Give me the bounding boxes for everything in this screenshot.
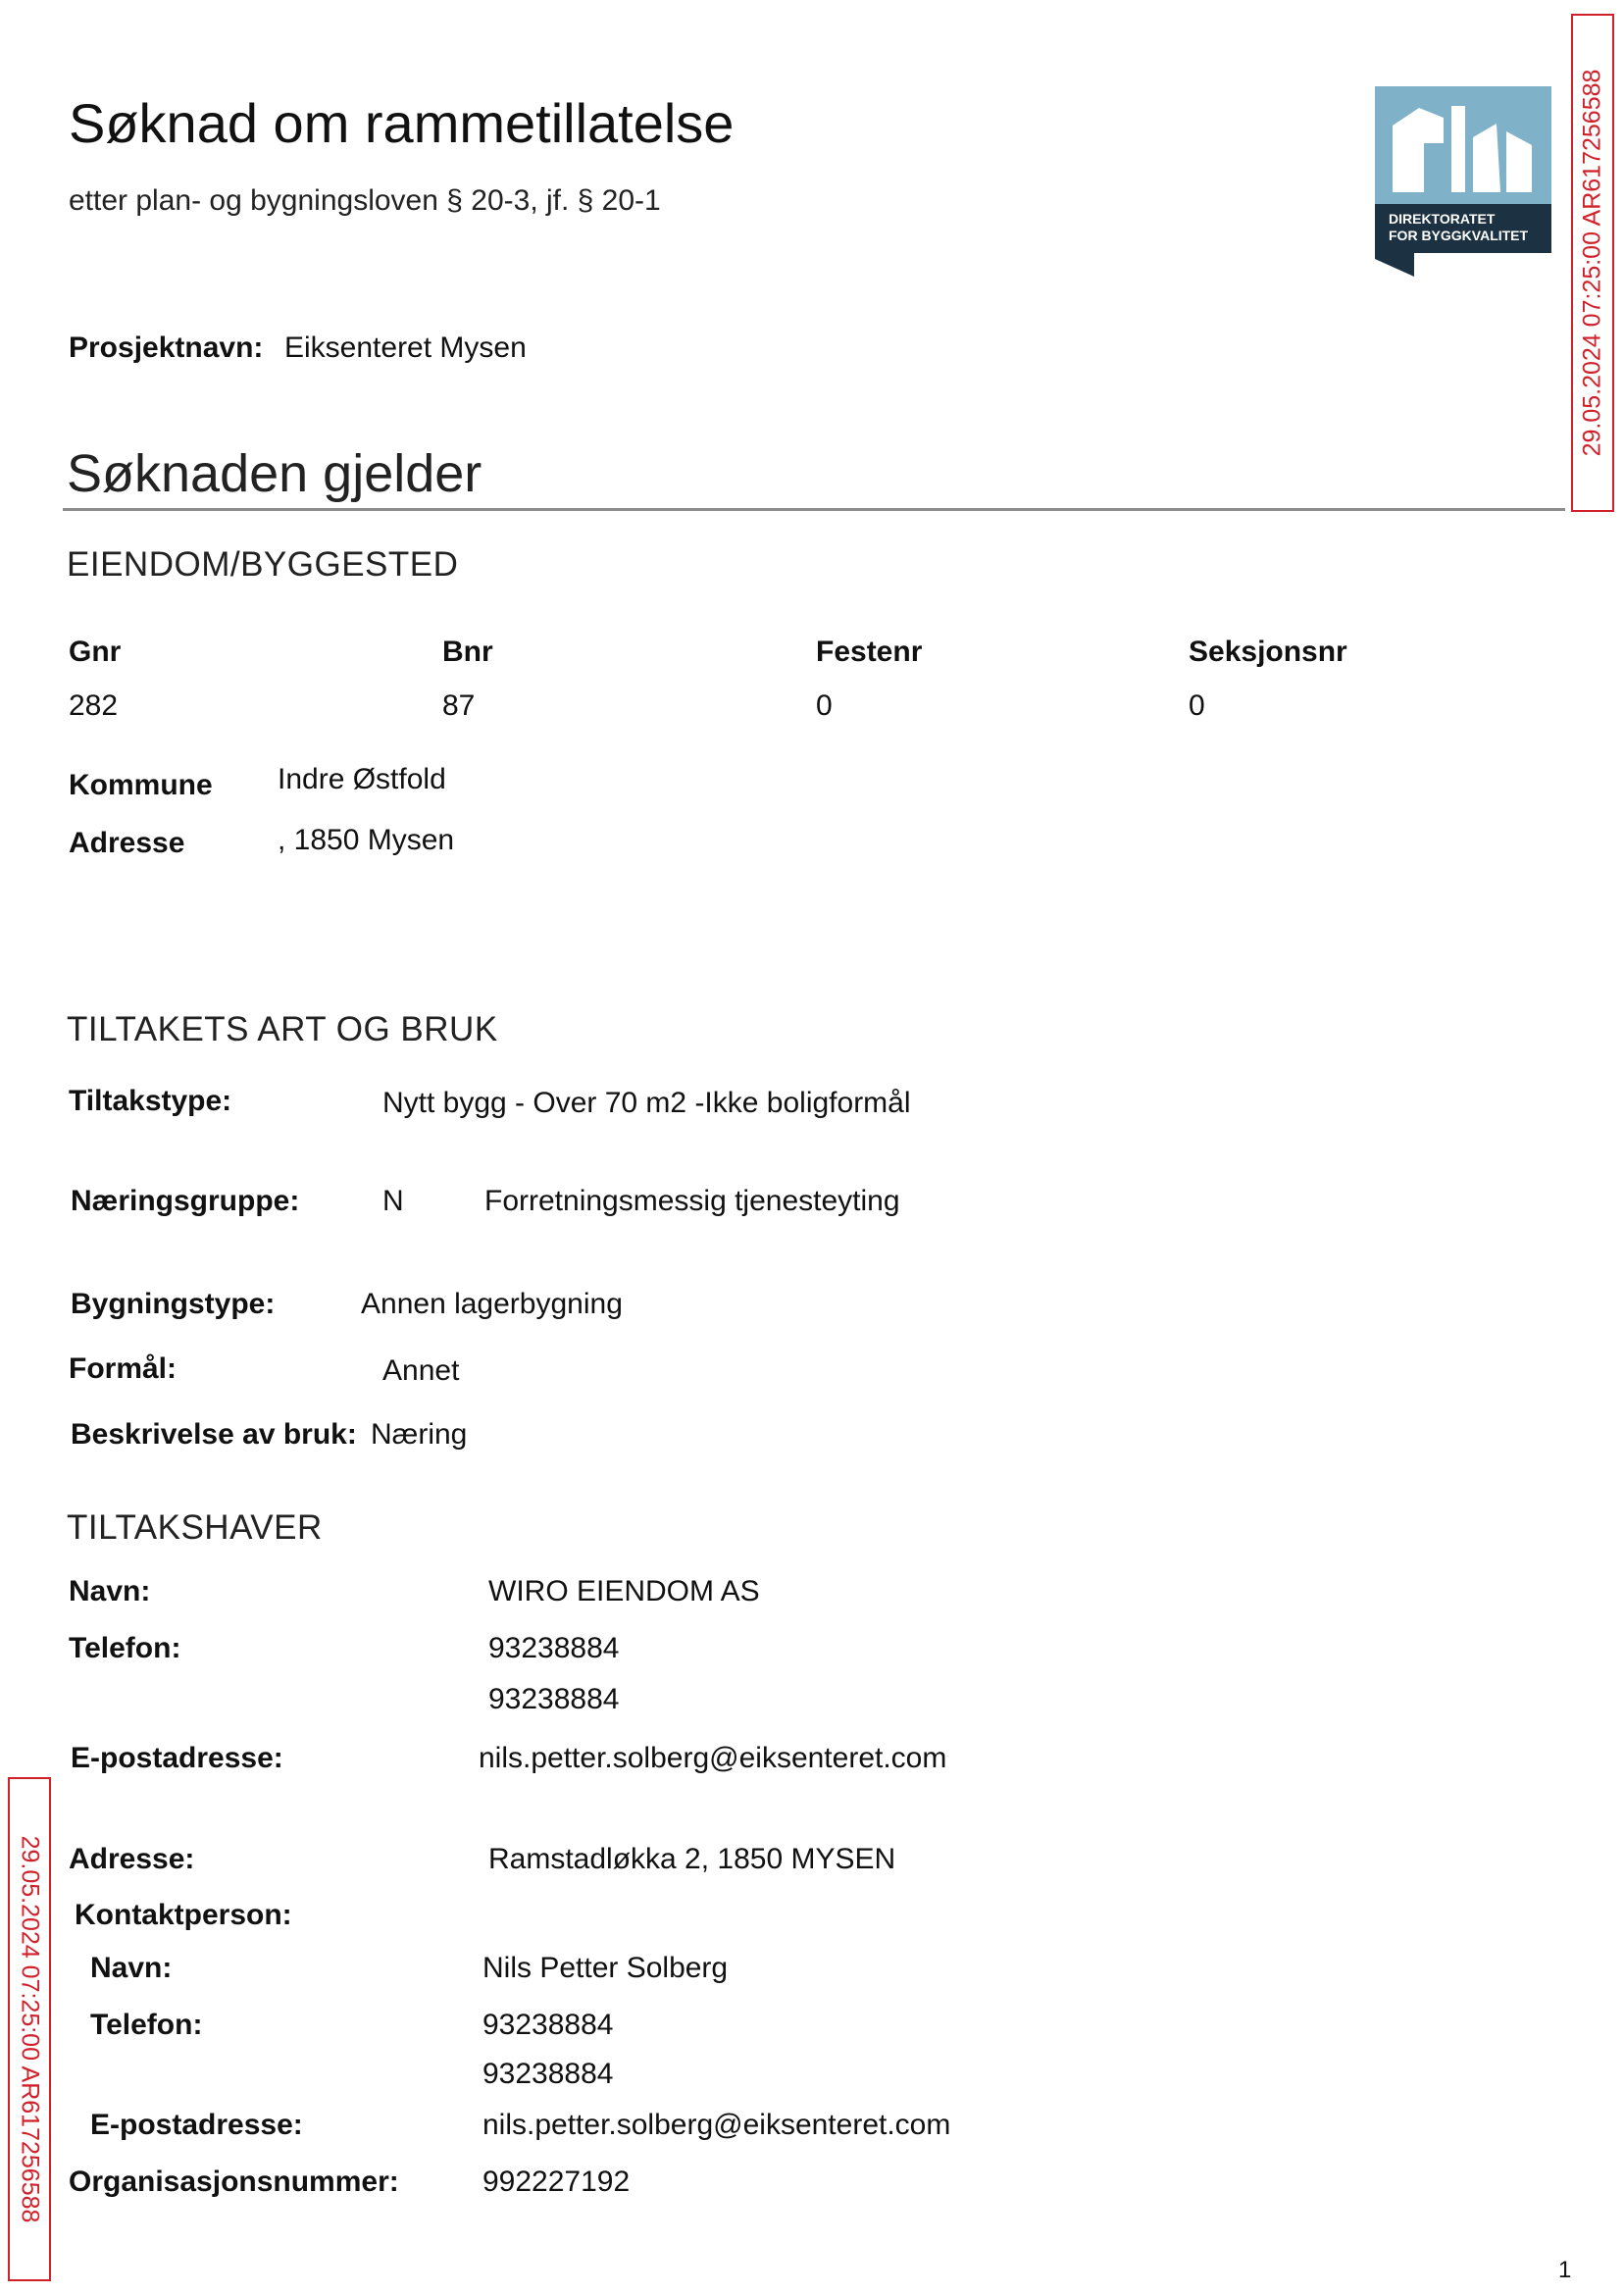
owner-address-value: Ramstadløkka 2, 1850 MYSEN (488, 1843, 896, 1875)
owner-heading: TILTAKSHAVER (67, 1508, 323, 1547)
contact-email-value: nils.petter.solberg@eiksenteret.com (482, 2109, 951, 2141)
adresse-label: Adresse (69, 827, 185, 859)
festenr-value: 0 (816, 689, 833, 722)
seksjonsnr-label: Seksjonsnr (1189, 636, 1347, 668)
kommune-value: Indre Østfold (278, 763, 446, 795)
owner-phone-2: 93238884 (488, 1683, 620, 1715)
contact-phone-2: 93238884 (482, 2058, 614, 2090)
beskrivelse-label: Beskrivelse av bruk: (71, 1418, 357, 1451)
bygningstype-label: Bygningstype: (71, 1288, 276, 1320)
owner-email-label: E-postadresse: (71, 1742, 283, 1774)
property-heading: EIENDOM/BYGGESTED (67, 545, 459, 584)
kommune-label: Kommune (69, 769, 213, 801)
contact-phone-1: 93238884 (482, 2009, 614, 2041)
building-logo-icon (1375, 86, 1553, 277)
contact-name-value: Nils Petter Solberg (482, 1952, 729, 1984)
page-subtitle: etter plan- og bygningsloven § 20-3, jf. § 20-1 (69, 184, 661, 217)
owner-phone-label: Telefon: (69, 1632, 181, 1664)
logo-line-1: DIREKTORATET (1389, 211, 1496, 227)
beskrivelse-value: Næring (371, 1418, 468, 1451)
formal-value: Annet (382, 1354, 460, 1387)
measure-heading: TILTAKETS ART OG BRUK (67, 1010, 498, 1048)
section-divider (63, 508, 1565, 511)
bygningstype-value: Annen lagerbygning (361, 1288, 623, 1320)
orgnr-label: Organisasjonsnummer: (69, 2166, 399, 2198)
formal-label: Formål: (69, 1352, 178, 1385)
gnr-label: Gnr (69, 636, 122, 668)
project-name-label: Prosjektnavn: (69, 331, 264, 364)
stamp-text: 29.05.2024 07:25:00 AR617256588 (16, 1835, 44, 2223)
section-applies-heading: Søknaden gjelder (67, 444, 482, 503)
festenr-label: Festenr (816, 636, 923, 668)
bnr-value: 87 (442, 689, 476, 722)
contact-email-label: E-postadresse: (90, 2109, 303, 2141)
adresse-value: , 1850 Mysen (278, 824, 455, 856)
contact-name-label: Navn: (90, 1952, 173, 1984)
received-stamp-left (8, 1777, 51, 2281)
tiltakstype-label: Tiltakstype: (69, 1085, 232, 1117)
owner-email-value: nils.petter.solberg@eiksenteret.com (479, 1742, 947, 1774)
owner-phone-1: 93238884 (488, 1632, 620, 1664)
gnr-value: 282 (69, 689, 119, 722)
project-name-value: Eiksenteret Mysen (284, 331, 527, 364)
owner-name-value: WIRO EIENDOM AS (488, 1575, 760, 1607)
logo-line-2: FOR BYGGKVALITET (1389, 228, 1529, 243)
seksjonsnr-value: 0 (1189, 689, 1205, 722)
page-number: 1 (1558, 2257, 1572, 2283)
naeringsgruppe-value: Forretningsmessig tjenesteyting (484, 1185, 900, 1217)
orgnr-value: 992227192 (482, 2166, 631, 2198)
dibk-logo (1375, 86, 1553, 277)
stamp-text: 29.05.2024 07:25:00 AR617256588 (1578, 69, 1606, 457)
contact-phone-label: Telefon: (90, 2009, 203, 2041)
naeringsgruppe-label: Næringsgruppe: (71, 1185, 300, 1217)
bnr-label: Bnr (442, 636, 493, 668)
received-stamp-right (1571, 14, 1614, 512)
tiltakstype-value: Nytt bygg - Over 70 m2 -Ikke boligformål (382, 1087, 911, 1119)
owner-address-label: Adresse: (69, 1843, 195, 1875)
owner-name-label: Navn: (69, 1575, 151, 1607)
contact-person-label: Kontaktperson: (75, 1899, 292, 1931)
naeringsgruppe-code: N (382, 1185, 404, 1217)
page-title: Søknad om rammetillatelse (69, 92, 735, 154)
